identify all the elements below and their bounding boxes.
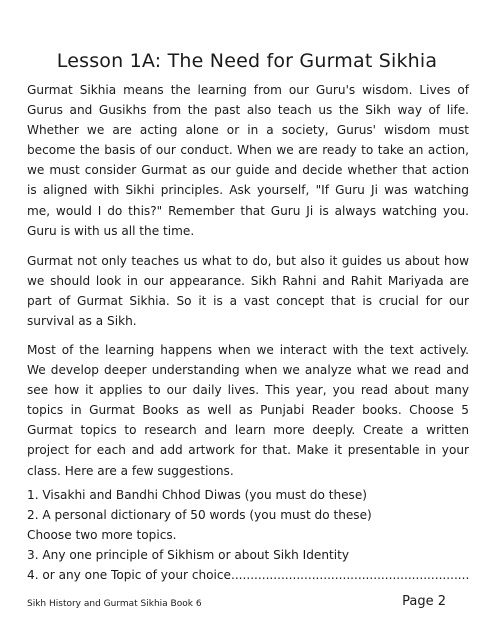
list-item: 1. Visakhi and Bandhi Chhod Diwas (you must do these) (27, 488, 368, 502)
list-item: 3. Any one principle of Sikhism or about Sikh Identity (27, 548, 350, 563)
suggestion-list (27, 485, 469, 585)
list-item: Choose two more topics. (27, 528, 177, 543)
page-number: Page 2 (402, 594, 446, 609)
list-item: 4. or any one Topic of your choice.............................................................. (27, 568, 469, 583)
paragraph-learning-projects: Most of the learning happens when we interact with the text actively. We develop deeper understanding when we analyze what we read and see how it applies to our daily lives. This year, you read about many topics in Gurmat Books as well as Punjabi Reader books. Choose 5 Gurmat topics to research and learn more deeply. Create a written project for each and add artwork for that. Make it presentable in your class. Here are a few suggestions. (27, 343, 469, 478)
lesson-title: Lesson 1A: The Need for Gurmat Sikhia (56, 50, 438, 72)
paragraph-appearance: Gurmat not only teaches us what to do, but also it guides us about how we should look in our appearance. Sikh Rahni and Rahit Mariyada are part of Gurmat Sikhia. So it is a vast concept that is crucial for our survival as a Sikh. (27, 254, 469, 329)
list-item: 2. A personal dictionary of 50 words (you must do these) (27, 508, 372, 523)
footer-book-title: Sikh History and Gurmat Sikhia Book 6 (27, 599, 202, 609)
paragraph-gurmat-meaning: Gurmat Sikhia means the learning from our Guru's wisdom. Lives of Gurus and Gusikhs from the past also teach us the Sikh way of life. Whether we are acting alone or in a society, Gurus' wisdom must become the basis of our conduct. When we are ready to take an action, we must consider Gurmat as our guide and decide whether that action is aligned with Sikhi principles. Ask yourself, "If Guru Ji was watching me, would I do this?" Remember that Guru Ji is always watching you. Guru is with us all the time. (27, 83, 469, 238)
